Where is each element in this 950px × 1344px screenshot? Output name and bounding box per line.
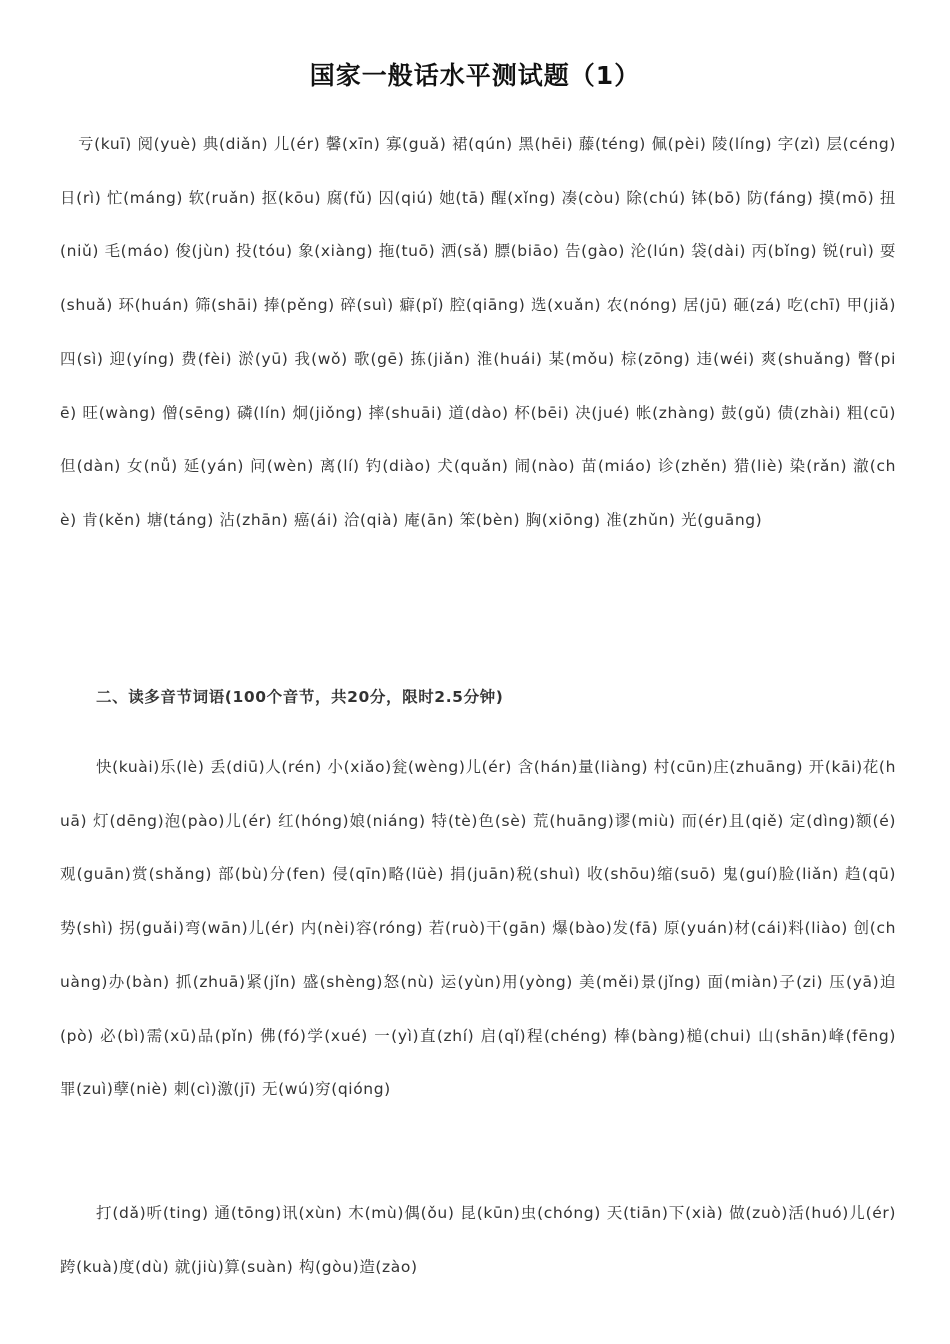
section2-words-paragraph-2: 打(dǎ)听(ting) 通(tōng)讯(xùn) 木(mù)偶(ǒu) 昆(kūn)虫(chóng) 天(tiān)下(xià) 做(zuò)活(huó)儿(ér) 跨(kuà)度(dù) 就(jiù)算(suàn) 构(gòu)造(zào)	[60, 1204, 896, 1276]
section1-syllables: 亏(kuī) 阅(yuè) 典(diǎn) 儿(ér) 馨(xīn) 寡(guǎ) 裙(qún) 黑(hēi) 藤(téng) 佩(pèi) 陵(líng) 字(zì) 层(céng) 日(rì) 忙(máng) 软(ruǎn) 抠(kōu) 腐(fǔ) 囚(qiú) 她(tā) 醒(xǐng) 凑(còu) 除(chú) 钵(bō) 防(fáng) 摸(mō) 扭(niǔ) 毛(máo) 俊(jùn) 投(tóu) 象(xiàng) 拖(tuō) 洒(sǎ) 膘(biāo) 告(gào) 沦(lún) 袋(dài) 丙(bǐng) 锐(ruì) 耍(shuǎ) 环(huán) 筛(shāi) 捧(pěng) 碎(suì) 癖(pǐ) 腔(qiāng) 选(xuǎn) 农(nóng) 居(jū) 砸(zá) 吃(chī) 甲(jiǎ) 四(sì) 迎(yíng) 费(fèi) 淤(yū) 我(wǒ) 歌(gē) 拣(jiǎn) 淮(huái) 某(mǒu) 棕(zōng) 违(wéi) 爽(shuǎng) 瞥(piē) 旺(wàng) 僧(sēng) 磷(lín) 炯(jiǒng) 摔(shuāi) 道(dào) 杯(bēi) 决(jué) 帐(zhàng) 鼓(gǔ) 债(zhài) 粗(cū) 但(dàn) 女(nǚ) 延(yán) 问(wèn) 离(lí) 钓(diào) 犬(quǎn) 闹(nào) 苗(miáo) 诊(zhěn) 猎(liè) 染(rǎn) 澈(chè) 肯(kěn) 塘(táng) 沾(zhān) 癌(ái) 洽(qià) 庵(ān) 笨(bèn) 胸(xiōng) 准(zhǔn) 光(guāng)	[60, 135, 897, 529]
section2-words-paragraph-1: 快(kuài)乐(lè) 丢(diū)人(rén) 小(xiǎo)瓮(wèng)儿(ér) 含(hán)量(liàng) 村(cūn)庄(zhuāng) 开(kāi)花(huā) 灯(dēng)泡(pào)儿(ér) 红(hóng)娘(niáng) 特(tè)色(sè) 荒(huāng)谬(miù) 而(ér)且(qiě) 定(dìng)额(é) 观(guān)赏(shǎng) 部(bù)分(fen) 侵(qīn)略(lüè) 捐(juān)税(shuì) 收(shōu)缩(suō) 鬼(guí)脸(liǎn) 趋(qū)势(shì) 拐(guǎi)弯(wān)儿(ér) 内(nèi)容(róng) 若(ruò)干(gān) 爆(bào)发(fā) 原(yuán)材(cái)料(liào) 创(chuàng)办(bàn) 抓(zhuā)紧(jǐn) 盛(shèng)怒(nù) 运(yùn)用(yòng) 美(měi)景(jǐng) 面(miàn)子(zi) 压(yā)迫(pò) 必(bì)需(xū)品(pǐn) 佛(fó)学(xué) 一(yì)直(zhí) 启(qǐ)程(chéng) 棒(bàng)槌(chui) 山(shān)峰(fēng) 罪(zuì)孽(niè) 刺(cì)激(jī) 无(wú)穷(qióng)	[60, 758, 896, 1099]
section2-heading: 二、读多音节词语(100个音节，共20分，限时2.5分钟)	[96, 688, 504, 706]
document-title: 国家一般话水平测试题（1）	[309, 61, 641, 90]
